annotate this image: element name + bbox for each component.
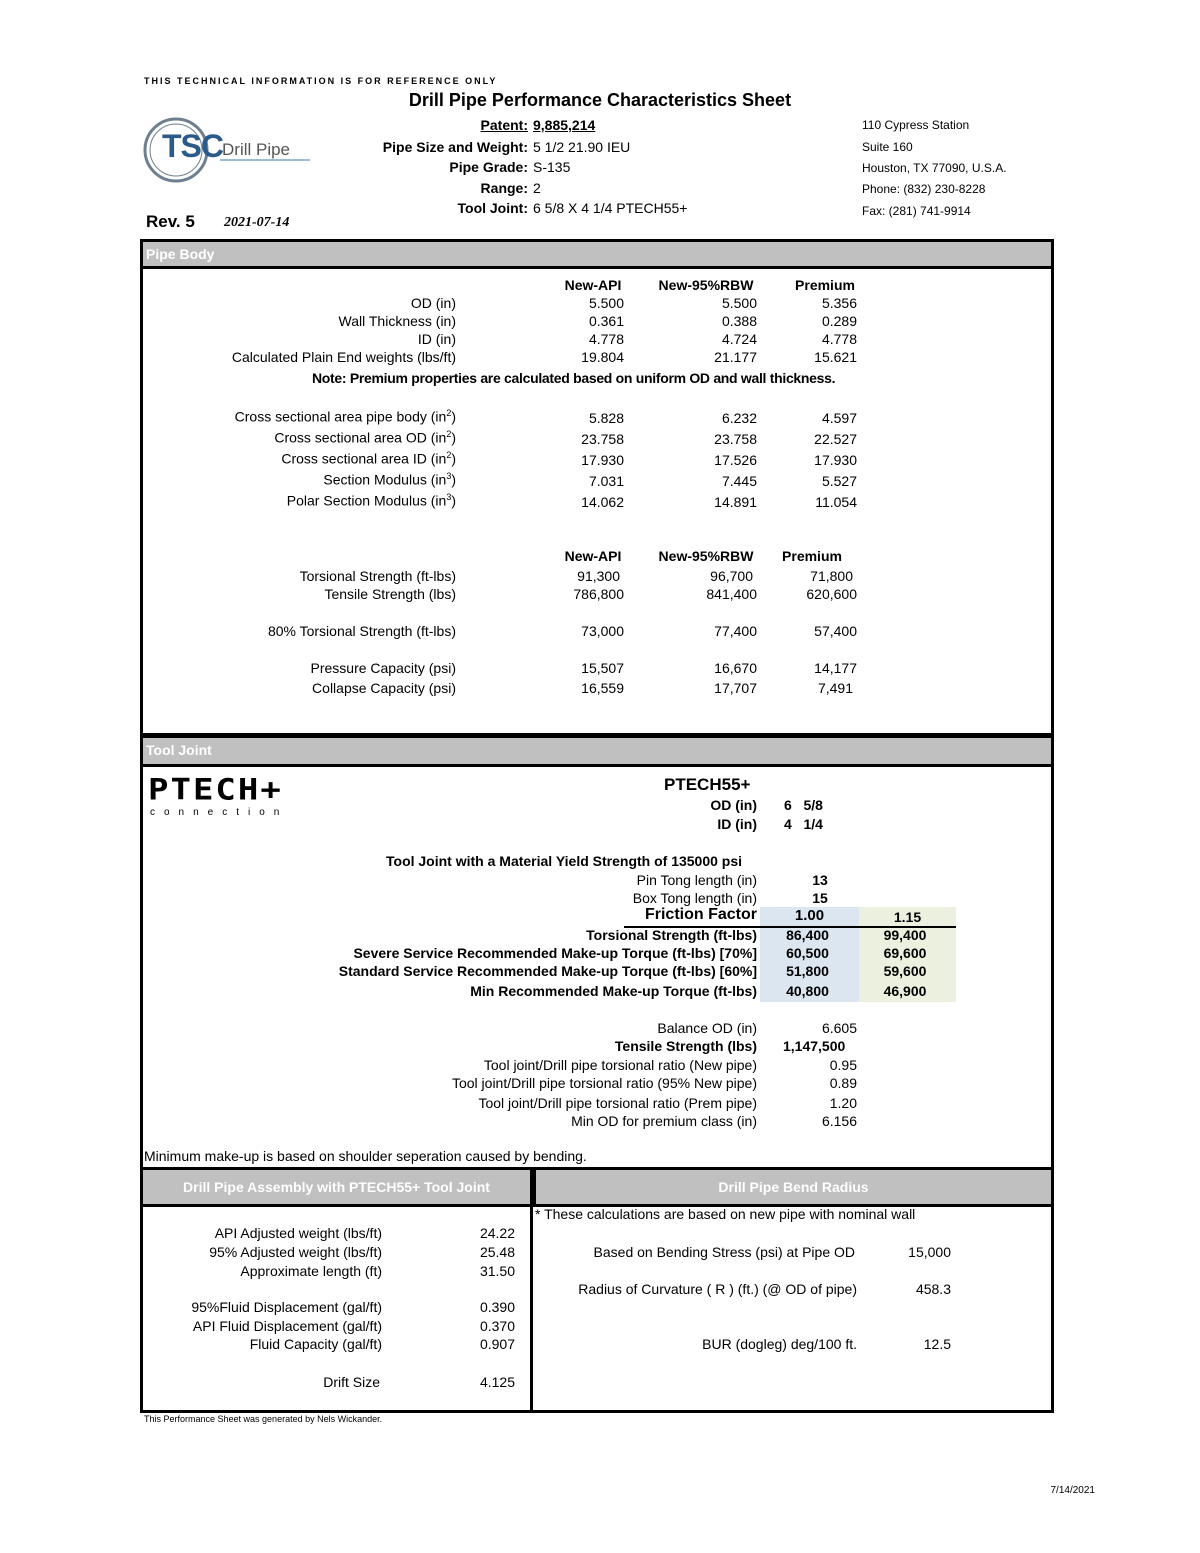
bend-panel <box>530 1204 1054 1413</box>
cell: 71,800 <box>810 568 853 584</box>
cell: 14.891 <box>714 494 757 510</box>
cell: 23.758 <box>581 431 624 447</box>
bend-title: Drill Pipe Bend Radius <box>718 1179 869 1195</box>
row-label: Tool joint/Drill pipe torsional ratio (New pipe) <box>483 1057 757 1073</box>
column-header: New-API <box>564 277 622 293</box>
ptech-logo-text: PTECH+ <box>148 773 283 807</box>
row-label: 95% Adjusted weight (lbs/ft) <box>209 1244 382 1260</box>
column-header: New-95%RBW <box>658 277 754 293</box>
cell: 96,700 <box>710 568 753 584</box>
cell: 0.907 <box>479 1336 515 1352</box>
cell: 22.527 <box>814 431 857 447</box>
cell: 73,000 <box>581 623 624 639</box>
cell: 77,400 <box>714 623 757 639</box>
tool-joint-title: Tool Joint <box>146 742 212 758</box>
bend-header <box>533 1167 1054 1207</box>
cell: 59,600 <box>883 963 927 979</box>
address-line: 110 Cypress Station <box>862 118 970 132</box>
row-label: Torsional Strength (ft-lbs) <box>299 568 456 584</box>
bend-note: * These calculations are based on new pipe with nominal wall <box>535 1206 916 1222</box>
row-label: OD (in) <box>410 295 456 311</box>
cell: 99,400 <box>883 927 927 943</box>
cell: 19.804 <box>581 349 624 365</box>
cell: 0.289 <box>821 313 857 329</box>
cell: 786,800 <box>573 586 624 602</box>
cell: 4.778 <box>821 331 857 347</box>
cell: 620,600 <box>806 586 857 602</box>
tj-tensile-label: Tensile Strength (lbs) <box>614 1038 757 1054</box>
pipe-body-title: Pipe Body <box>146 246 215 262</box>
box-tong-label: Box Tong length (in) <box>632 890 757 906</box>
cell: 5.527 <box>821 473 857 489</box>
row-label: Min OD for premium class (in) <box>571 1113 757 1129</box>
premium-note: Note: Premium properties are calculated based on uniform OD and wall thickness. <box>312 370 836 386</box>
pin-tong-label: Pin Tong length (in) <box>636 872 757 888</box>
bur-label: BUR (dogleg) deg/100 ft. <box>702 1336 857 1352</box>
column-header: New-API <box>564 548 622 564</box>
row-label: Calculated Plain End weights (lbs/ft) <box>231 349 456 365</box>
cell: 21.177 <box>714 349 757 365</box>
row-label: ID (in) <box>417 331 456 347</box>
balance-od-label: Balance OD (in) <box>657 1020 757 1036</box>
cell: 25.48 <box>479 1244 515 1260</box>
cell: 5.500 <box>721 295 757 311</box>
cell: 14.062 <box>581 494 624 510</box>
row-label: Polar Section Modulus $(in^3)$ <box>286 492 456 509</box>
tsc-logo <box>142 116 312 186</box>
address-line: Fax: (281) 741-9914 <box>862 204 971 218</box>
cell: 0.370 <box>479 1318 515 1334</box>
field-label: Tool Joint: <box>457 200 528 216</box>
tj-id-value: 4 1/4 <box>784 816 823 832</box>
balance-od-value: 6.605 <box>821 1020 857 1036</box>
row-label: Severe Service Recommended Make-up Torque (ft-lbs) [70%] <box>353 945 757 961</box>
cell: 7.445 <box>721 473 757 489</box>
cell: 4.724 <box>721 331 757 347</box>
cell: 4.778 <box>588 331 624 347</box>
cell: 5.828 <box>588 410 624 426</box>
field-label: Pipe Grade: <box>449 159 528 175</box>
cell: 16,559 <box>581 680 624 696</box>
row-label: Wall Thickness (in) <box>338 313 456 329</box>
cell: 0.361 <box>588 313 624 329</box>
cell: 5.356 <box>821 295 857 311</box>
cell: 17.526 <box>714 452 757 468</box>
field-label: Pipe Size and Weight: <box>382 139 528 155</box>
cell: 4.125 <box>479 1374 515 1390</box>
field-value: 5 1/2 21.90 IEU <box>533 139 631 155</box>
cell: 31.50 <box>479 1263 515 1279</box>
row-label: Section Modulus $(in^3)$ <box>323 471 456 488</box>
row-label: 95%Fluid Displacement (gal/ft) <box>191 1299 382 1315</box>
cell: 16,670 <box>714 660 757 676</box>
column-header: Premium <box>795 277 855 293</box>
cell: 60,500 <box>786 945 829 961</box>
cell: 4.597 <box>821 410 857 426</box>
cell: 0.390 <box>479 1299 515 1315</box>
makeup-footnote: Minimum make-up is based on shoulder seperation caused by bending. <box>144 1148 587 1164</box>
cell: 40,800 <box>786 983 829 999</box>
row-label: Tool joint/Drill pipe torsional ratio (95% New pipe) <box>451 1075 757 1091</box>
address-line: Suite 160 <box>862 140 913 154</box>
field-value: S-135 <box>533 159 571 175</box>
cell: 24.22 <box>479 1225 515 1241</box>
patent-value: 9,885,214 <box>533 117 596 133</box>
tsc-logo-text: TSC <box>162 128 223 164</box>
row-label: Tensile Strength (lbs) <box>324 586 456 602</box>
assembly-header <box>140 1167 533 1207</box>
footer-date: 7/14/2021 <box>1050 1485 1095 1496</box>
cell: 11.054 <box>815 494 857 510</box>
cell: 7.031 <box>588 473 624 489</box>
cell: 23.758 <box>714 431 757 447</box>
tj-od-value: 6 5/8 <box>784 797 823 813</box>
cell: 57,400 <box>814 623 857 639</box>
box-tong-value: 15 <box>812 890 828 906</box>
cell: 17,707 <box>714 680 757 696</box>
assembly-title: Drill Pipe Assembly with PTECH55+ Tool Joint <box>183 1179 490 1195</box>
tool-joint-header <box>140 735 1054 767</box>
bend-stress-label: Based on Bending Stress (psi) at Pipe OD <box>593 1244 855 1260</box>
revision-date: 2021-07-14 <box>224 215 290 230</box>
cell: 17.930 <box>814 452 857 468</box>
radius-label: Radius of Curvature ( R ) (ft.) (@ OD of pipe) <box>578 1281 857 1297</box>
row-label: API Fluid Displacement (gal/ft) <box>192 1318 382 1334</box>
tsc-logo-sub: Drill Pipe <box>222 140 291 159</box>
cell: 6.156 <box>821 1113 857 1129</box>
column-header: New-95%RBW <box>658 548 754 564</box>
disclaimer: THIS TECHNICAL INFORMATION IS FOR REFERENCE ONLY <box>144 76 498 86</box>
cell: 0.95 <box>829 1057 857 1073</box>
address-line: Houston, TX 77090, U.S.A. <box>862 161 1007 175</box>
field-label: Range: <box>480 180 528 196</box>
bend-stress-value: 15,000 <box>908 1244 951 1260</box>
row-label: Cross sectional area OD $(in^2)$ <box>274 429 456 446</box>
ptech-logo-sub: connection <box>150 807 289 818</box>
cell: 1.20 <box>829 1095 857 1111</box>
field-value: 6 5/8 X 4 1/4 PTECH55+ <box>533 200 688 216</box>
tj-id-label: ID (in) <box>717 816 757 832</box>
row-label: Drift Size <box>323 1374 380 1390</box>
cell: 5.500 <box>588 295 624 311</box>
patent-label: Patent: <box>480 117 528 133</box>
page-title: Drill Pipe Performance Characteristics Sheet <box>408 90 792 110</box>
revision: Rev. 5 <box>146 212 195 231</box>
radius-value: 458.3 <box>915 1281 951 1297</box>
tj-tensile-value: 1,147,500 <box>783 1038 846 1054</box>
cell: 841,400 <box>706 586 757 602</box>
address-line: Phone: (832) 230-8228 <box>862 182 986 196</box>
bur-value: 12.5 <box>923 1336 951 1352</box>
cell: 15.621 <box>814 349 857 365</box>
friction-value: 1.00 <box>794 907 825 924</box>
cell: 86,400 <box>786 927 829 943</box>
cell: 0.388 <box>721 313 757 329</box>
row-label: Torsional Strength (ft-lbs) <box>586 927 757 943</box>
row-label: Approximate length (ft) <box>240 1263 382 1279</box>
yield-title: Tool Joint with a Material Yield Strength of 135000 psi <box>386 853 743 869</box>
row-label: Min Recommended Make-up Torque (ft-lbs) <box>470 983 757 999</box>
row-label: Cross sectional area ID $(in^2)$ <box>281 450 456 467</box>
cell: 15,507 <box>581 660 624 676</box>
cell: 6.232 <box>721 410 757 426</box>
friction-label: Friction Factor <box>644 906 757 923</box>
row-label: Pressure Capacity (psi) <box>310 660 456 676</box>
pin-tong-value: 13 <box>812 872 828 888</box>
row-label: Collapse Capacity (psi) <box>312 680 456 696</box>
cell: 91,300 <box>577 568 620 584</box>
row-label: Standard Service Recommended Make-up Torque (ft-lbs) [60%] <box>338 963 757 979</box>
field-value: 2 <box>533 180 541 196</box>
row-label: 80% Torsional Strength (ft-lbs) <box>267 623 456 639</box>
row-label: Fluid Capacity (gal/ft) <box>249 1336 382 1352</box>
row-label: Tool joint/Drill pipe torsional ratio (Prem pipe) <box>478 1095 757 1111</box>
cell: 69,600 <box>883 945 927 961</box>
cell: 51,800 <box>786 963 829 979</box>
friction-value: 1.15 <box>893 909 922 925</box>
cell: 7,491 <box>817 680 853 696</box>
cell: 17.930 <box>581 452 624 468</box>
column-header: Premium <box>782 548 842 564</box>
connection-name: PTECH55+ <box>664 775 751 794</box>
cell: 0.89 <box>829 1075 857 1091</box>
cell: 14,177 <box>814 660 857 676</box>
cell: 46,900 <box>883 983 927 999</box>
generated-by: This Performance Sheet was generated by Nels Wickander. <box>144 1414 383 1424</box>
pipe-body-header <box>140 239 1054 269</box>
tj-od-label: OD (in) <box>710 797 757 813</box>
row-label: Cross sectional area pipe body $(in^2)$ <box>234 408 456 425</box>
row-label: API Adjusted weight (lbs/ft) <box>214 1225 382 1241</box>
